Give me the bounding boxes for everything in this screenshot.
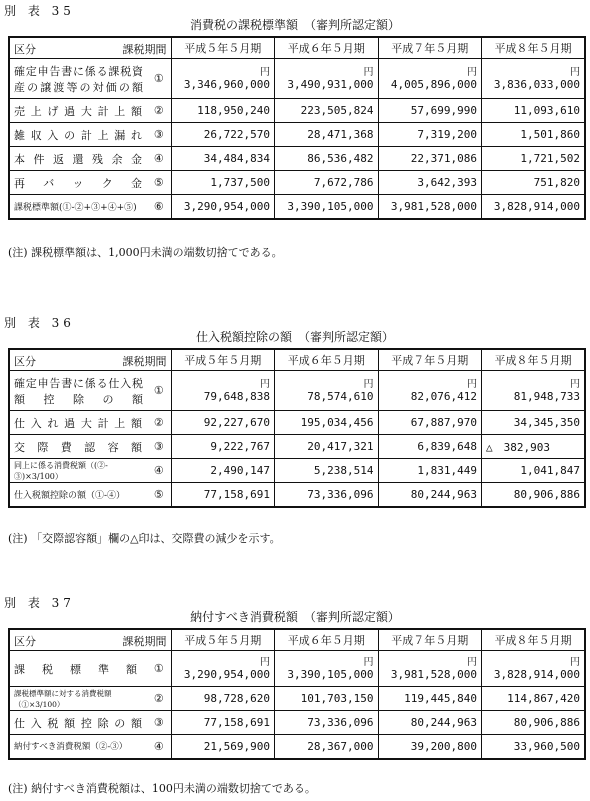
row-number: ③ bbox=[147, 435, 171, 459]
table-row bbox=[9, 435, 585, 459]
value-cell: 101,703,150 bbox=[275, 687, 379, 711]
row-label: 仕入れ過大計上額 bbox=[9, 411, 147, 435]
value-cell: 9,222,767 bbox=[171, 435, 275, 459]
period-header: 平成５年５月期 bbox=[171, 629, 275, 651]
value-cell: 円 4,005,896,000 bbox=[378, 59, 482, 99]
table-tag: 別 表 36 bbox=[4, 316, 75, 330]
value-cell: 3,642,393 bbox=[378, 171, 482, 195]
table-row bbox=[9, 483, 585, 507]
row-number: ① bbox=[147, 59, 171, 99]
value-cell: 円 3,390,105,000 bbox=[275, 651, 379, 687]
value-cell: 21,569,900 bbox=[171, 735, 275, 759]
row-number: ③ bbox=[147, 711, 171, 735]
period-header: 平成８年５月期 bbox=[482, 37, 586, 59]
period-header: 平成７年５月期 bbox=[378, 37, 482, 59]
value-cell: 26,722,570 bbox=[171, 123, 275, 147]
table-row bbox=[9, 411, 585, 435]
header-row bbox=[9, 349, 585, 371]
value-cell: 80,906,886 bbox=[482, 483, 586, 507]
row-number: ⑤ bbox=[147, 171, 171, 195]
value-cell: 7,319,200 bbox=[378, 123, 482, 147]
value-cell: 92,227,670 bbox=[171, 411, 275, 435]
corner-cell: 区分 課税期間 bbox=[9, 37, 171, 59]
value-cell: 223,505,824 bbox=[275, 99, 379, 123]
table-row bbox=[9, 123, 585, 147]
value-cell: 751,820 bbox=[482, 171, 586, 195]
table-row bbox=[9, 371, 585, 411]
row-number: ① bbox=[147, 371, 171, 411]
value-cell: 3,290,954,000 bbox=[171, 195, 275, 219]
table-row bbox=[9, 99, 585, 123]
value-cell: 円 3,290,954,000 bbox=[171, 651, 275, 687]
table-row bbox=[9, 171, 585, 195]
value-cell: 円 3,346,960,000 bbox=[171, 59, 275, 99]
row-label: 仕入税額控除の額 bbox=[9, 711, 147, 735]
value-cell: 80,244,963 bbox=[378, 483, 482, 507]
header-row bbox=[9, 629, 585, 651]
input-tax-table bbox=[8, 348, 586, 508]
value-cell: 34,484,834 bbox=[171, 147, 275, 171]
value-cell: 円 78,574,610 bbox=[275, 371, 379, 411]
table-row bbox=[9, 59, 585, 99]
payable-tax-table bbox=[8, 628, 586, 760]
row-number: ④ bbox=[147, 735, 171, 759]
value-cell: 86,536,482 bbox=[275, 147, 379, 171]
value-cell: 1,737,500 bbox=[171, 171, 275, 195]
value-cell: 円 81,948,733 bbox=[482, 371, 586, 411]
value-cell: △ 382,903 bbox=[482, 435, 586, 459]
value-cell: 118,950,240 bbox=[171, 99, 275, 123]
value-cell: 3,981,528,000 bbox=[378, 195, 482, 219]
row-number: ② bbox=[147, 411, 171, 435]
value-cell: 73,336,096 bbox=[275, 711, 379, 735]
row-label: 同上に係る消費税額（(②-③)×3/100） bbox=[9, 459, 147, 483]
table-row bbox=[9, 711, 585, 735]
period-header: 平成５年５月期 bbox=[171, 349, 275, 371]
value-cell: 円 3,836,033,000 bbox=[482, 59, 586, 99]
value-cell: 39,200,800 bbox=[378, 735, 482, 759]
period-header: 平成６年５月期 bbox=[275, 37, 379, 59]
value-cell: 円 3,981,528,000 bbox=[378, 651, 482, 687]
row-label: 確定申告書に係る課税資産の譲渡等の対価の額 bbox=[9, 59, 147, 99]
section-37 bbox=[0, 592, 590, 795]
period-header: 平成７年５月期 bbox=[378, 629, 482, 651]
table-tag: 別 表 35 bbox=[4, 4, 75, 18]
value-cell: 34,345,350 bbox=[482, 411, 586, 435]
row-number: ④ bbox=[147, 147, 171, 171]
row-number: ② bbox=[147, 687, 171, 711]
row-number: ① bbox=[147, 651, 171, 687]
value-cell: 33,960,500 bbox=[482, 735, 586, 759]
value-cell: 円 82,076,412 bbox=[378, 371, 482, 411]
row-number: ③ bbox=[147, 123, 171, 147]
row-number: ② bbox=[147, 99, 171, 123]
tax-base-table bbox=[8, 36, 586, 220]
value-cell: 円 79,648,838 bbox=[171, 371, 275, 411]
table-row bbox=[9, 459, 585, 483]
value-cell: 77,158,691 bbox=[171, 483, 275, 507]
value-cell: 3,828,914,000 bbox=[482, 195, 586, 219]
row-number: ④ bbox=[147, 459, 171, 483]
table-row bbox=[9, 735, 585, 759]
value-cell: 1,831,449 bbox=[378, 459, 482, 483]
row-label: 課税標準額に対する消費税額（①×3/100） bbox=[9, 687, 147, 711]
table-caption: 仕入税額控除の額 （審判所認定額） bbox=[195, 330, 394, 344]
table-tag: 別 表 37 bbox=[4, 596, 75, 610]
header-row bbox=[9, 37, 585, 59]
value-cell: 28,471,368 bbox=[275, 123, 379, 147]
value-cell: 80,244,963 bbox=[378, 711, 482, 735]
period-header: 平成６年５月期 bbox=[275, 349, 379, 371]
row-label: 交際費認容額 bbox=[9, 435, 147, 459]
row-label: 納付すべき消費税額（②-③） bbox=[9, 735, 147, 759]
value-cell: 11,093,610 bbox=[482, 99, 586, 123]
table-note: (注) 課税標準額は、1,000円未満の端数切捨てである。 bbox=[8, 246, 283, 259]
value-cell: 2,490,147 bbox=[171, 459, 275, 483]
value-cell: 119,445,840 bbox=[378, 687, 482, 711]
table-row bbox=[9, 195, 585, 219]
value-cell: 20,417,321 bbox=[275, 435, 379, 459]
value-cell: 6,839,648 bbox=[378, 435, 482, 459]
value-cell: 1,501,860 bbox=[482, 123, 586, 147]
value-cell: 円 3,828,914,000 bbox=[482, 651, 586, 687]
table-caption: 消費税の課税標準額 （審判所認定額） bbox=[189, 18, 400, 32]
period-header: 平成６年５月期 bbox=[275, 629, 379, 651]
value-cell: 円 3,490,931,000 bbox=[275, 59, 379, 99]
value-cell: 73,336,096 bbox=[275, 483, 379, 507]
table-note: (注) 納付すべき消費税額は、100円未満の端数切捨てである。 bbox=[8, 782, 316, 795]
section-35 bbox=[0, 0, 590, 259]
value-cell: 1,721,502 bbox=[482, 147, 586, 171]
value-cell: 77,158,691 bbox=[171, 711, 275, 735]
period-header: 平成８年５月期 bbox=[482, 629, 586, 651]
section-36 bbox=[0, 312, 590, 545]
table-row bbox=[9, 147, 585, 171]
corner-cell: 区分 課税期間 bbox=[9, 349, 171, 371]
value-cell: 114,867,420 bbox=[482, 687, 586, 711]
period-header: 平成７年５月期 bbox=[378, 349, 482, 371]
period-header: 平成５年５月期 bbox=[171, 37, 275, 59]
row-number: ⑤ bbox=[147, 483, 171, 507]
value-cell: 3,390,105,000 bbox=[275, 195, 379, 219]
value-cell: 57,699,990 bbox=[378, 99, 482, 123]
value-cell: 7,672,786 bbox=[275, 171, 379, 195]
table-row bbox=[9, 687, 585, 711]
table-note: (注) 「交際認容額」欄の△印は、交際費の減少を示す。 bbox=[8, 532, 281, 545]
row-label: 仕入税額控除の額（①-④） bbox=[9, 483, 147, 507]
corner-cell: 区分 課税期間 bbox=[9, 629, 171, 651]
value-cell: 195,034,456 bbox=[275, 411, 379, 435]
row-label: 本件返還残余金 bbox=[9, 147, 147, 171]
row-label: 課税標準額 bbox=[9, 651, 147, 687]
table-row bbox=[9, 651, 585, 687]
row-label: 課税標準額(①-②+③+④+⑤) bbox=[9, 195, 147, 219]
value-cell: 67,887,970 bbox=[378, 411, 482, 435]
value-cell: 1,041,847 bbox=[482, 459, 586, 483]
row-label: 再バック金 bbox=[9, 171, 147, 195]
row-label: 確定申告書に係る仕入税額控除の額 bbox=[9, 371, 147, 411]
value-cell: 22,371,086 bbox=[378, 147, 482, 171]
row-number: ⑥ bbox=[147, 195, 171, 219]
table-caption: 納付すべき消費税額 （審判所認定額） bbox=[190, 610, 400, 624]
value-cell: 5,238,514 bbox=[275, 459, 379, 483]
value-cell: 28,367,000 bbox=[275, 735, 379, 759]
row-label: 雑収入の計上漏れ bbox=[9, 123, 147, 147]
row-label: 売上げ過大計上額 bbox=[9, 99, 147, 123]
value-cell: 98,728,620 bbox=[171, 687, 275, 711]
period-header: 平成８年５月期 bbox=[482, 349, 586, 371]
value-cell: 80,906,886 bbox=[482, 711, 586, 735]
